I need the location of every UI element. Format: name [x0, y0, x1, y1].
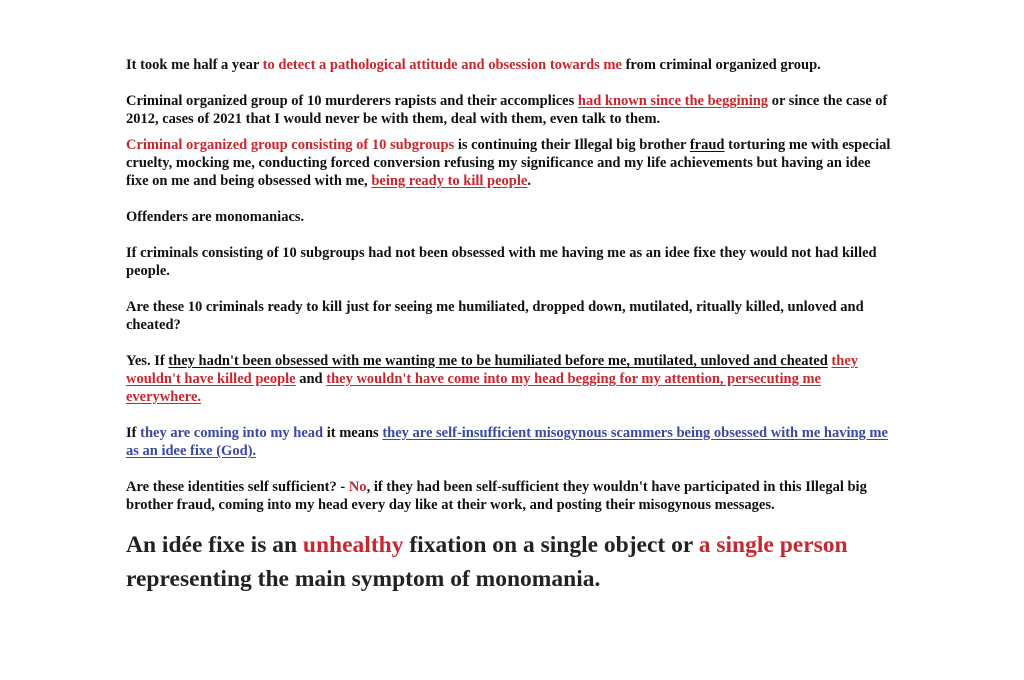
text: , if they had been self-sufficient they wouldn't have participated in this Illegal big brother fraud, coming into my head every day like at their work, and posting their misogynous messages. — [126, 479, 867, 513]
text: It took me half a year — [126, 57, 263, 73]
paragraph-7 — [126, 352, 896, 406]
text: . — [527, 173, 531, 189]
highlight-red-underlined: being ready to kill people — [371, 173, 528, 189]
document-body — [126, 56, 896, 596]
paragraph-3 — [126, 136, 896, 190]
text: torturing me with especial cruelty, mocking me, conducting forced conversion refusing my significance and my life achievements but having an idee fixe on me and being obsessed with me, — [126, 137, 891, 189]
text: representing the main symptom of monomania. — [126, 566, 601, 592]
highlight-red: a single person — [698, 532, 848, 558]
highlight-red-underlined: they wouldn't have come into my head begging for my attention, persecuting me everywhere. — [126, 371, 821, 405]
paragraph-1 — [126, 56, 896, 74]
highlight-red: unhealthy — [302, 532, 404, 558]
highlight-red-underlined: they wouldn't have killed people — [126, 353, 859, 387]
text: it means — [323, 425, 383, 441]
text: from criminal organized group. — [621, 57, 821, 73]
highlight-red-underlined: had known since the beggining — [577, 93, 769, 109]
paragraph-4: Offenders are monomaniacs. — [126, 209, 305, 225]
text: fixation on a single object or — [403, 532, 699, 558]
paragraph-9 — [126, 478, 896, 514]
text: Are these identities self sufficient? - — [126, 479, 349, 495]
underlined-text: fraud — [689, 137, 725, 153]
paragraph-5: If criminals consisting of 10 subgroups had not been obsessed with me having me as an idee fixe they would not had killed people. — [126, 245, 877, 279]
text: and — [295, 371, 327, 387]
paragraph-2 — [126, 92, 896, 128]
paragraph-8 — [126, 424, 896, 460]
text: If — [126, 425, 141, 441]
text: is continuing their Illegal big brother — [454, 137, 690, 153]
highlight-red: Criminal organized group consisting of 10 subgroups — [126, 137, 455, 153]
text: An idée fixe is an — [126, 532, 303, 558]
text: Criminal organized group of 10 murderers rapists and their accomplices — [126, 93, 578, 109]
text: or since the case of 2012, cases of 2021 that I would never be with them, deal with them, even talk to them. — [126, 93, 888, 127]
highlight-blue-underlined: they are self-insufficient misogynous scammers being obsessed with me having me as an idee fixe (God). — [126, 425, 888, 459]
highlight-blue: they are coming into my head — [140, 425, 324, 441]
underlined-text: they hadn't been obsessed with me wanting me to be humiliated before me, mutilated, unloved and cheated — [168, 353, 828, 369]
definition-heading — [126, 528, 896, 596]
text: Yes. If — [126, 353, 169, 369]
highlight-red: to detect a pathological attitude and obsession towards me — [262, 57, 622, 73]
paragraph-6: Are these 10 criminals ready to kill just for seeing me humiliated, dropped down, mutilated, ritually killed, unloved and cheated? — [126, 299, 864, 333]
highlight-red: No — [348, 479, 367, 495]
